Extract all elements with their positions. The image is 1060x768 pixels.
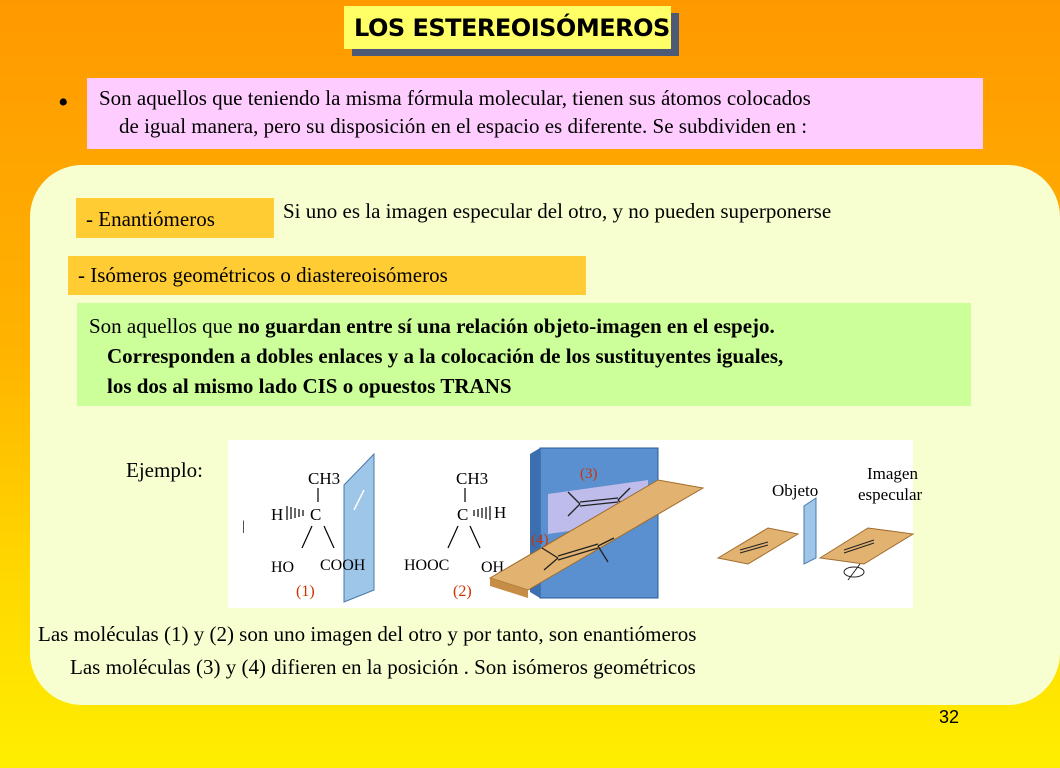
enantiomeros-label: - Enantiómeros — [76, 198, 274, 238]
desc-plain: Son aquellos que — [89, 314, 238, 338]
desc-bold-2: Corresponden a dobles enlaces y a la colocación de los sustituyentes iguales, — [107, 344, 784, 368]
mol2-c: C — [457, 505, 469, 524]
mol1-hashed-bond — [287, 506, 303, 520]
desc-line-3 — [89, 371, 959, 401]
desc-bold-1: no guardan entre sí una relación objeto-imagen en el espejo. — [237, 314, 775, 338]
tag-4: (4) — [531, 532, 549, 548]
intro-line-2: de igual manera, pero su disposición en el espacio es diferente. Se subdividen en : — [119, 114, 808, 138]
isomer-figure — [228, 440, 923, 608]
rotation-axis — [848, 564, 860, 580]
desc-line-2 — [89, 341, 959, 371]
imagen-label: Imagen — [867, 464, 918, 483]
mol1-ho: HO — [271, 559, 295, 576]
mol2-tag: (2) — [453, 583, 472, 600]
mol1-margin-mark: | — [242, 519, 245, 534]
enantiomeros-definition: Si uno es la imagen especular del otro, y no pueden superponerse — [283, 199, 832, 223]
caption-line-1: Las moléculas (1) y (2) son uno imagen del otro y por tanto, son enantiómeros — [38, 622, 697, 646]
mol1-h: H — [271, 505, 284, 524]
page-number: 32 — [939, 707, 960, 727]
mol2-hooc: HOOC — [404, 557, 450, 574]
slide-title: LOS ESTEREOISÓMEROS — [344, 6, 671, 49]
mol1-tag: (1) — [296, 583, 315, 600]
isomer-figure-svg — [228, 440, 923, 608]
mol1-bond-br — [324, 526, 334, 548]
mirror-2 — [804, 498, 816, 564]
mol1-bond-bl — [302, 526, 312, 548]
mol2-ch3: CH3 — [456, 469, 489, 488]
mirror-1 — [344, 454, 374, 602]
intro-line-1: Son aquellos que teniendo la misma fórmula molecular, tienen sus átomos colocados — [99, 86, 811, 110]
geometric-isomers-description — [77, 303, 971, 406]
mol2-bond-br — [470, 526, 480, 548]
caption-line-2: Las moléculas (3) y (4) difieren en la posición . Son isómeros geométricos — [70, 655, 696, 679]
object-plate — [718, 528, 798, 564]
geometric-isomers-label: - Isómeros geométricos o diastereoisómeros — [68, 256, 586, 295]
example-label: Ejemplo: — [126, 458, 203, 482]
mol2-h: H — [494, 503, 507, 522]
mol2-oh: OH — [481, 559, 505, 576]
intro-box — [87, 78, 983, 149]
mol1-c: C — [310, 505, 322, 524]
desc-bold-3: los dos al mismo lado CIS o opuestos TRANS — [107, 374, 512, 398]
bullet-icon: • — [58, 86, 69, 119]
desc-line-1 — [89, 311, 959, 341]
mol1-ch3: CH3 — [308, 469, 341, 488]
tag-3: (3) — [580, 466, 598, 482]
objeto-label: Objeto — [772, 481, 819, 500]
mol1-cooh: COOH — [320, 557, 366, 574]
mol2-hashed-bond — [474, 506, 490, 520]
especular-label: especular — [858, 485, 923, 504]
mol2-bond-bl — [448, 526, 458, 548]
